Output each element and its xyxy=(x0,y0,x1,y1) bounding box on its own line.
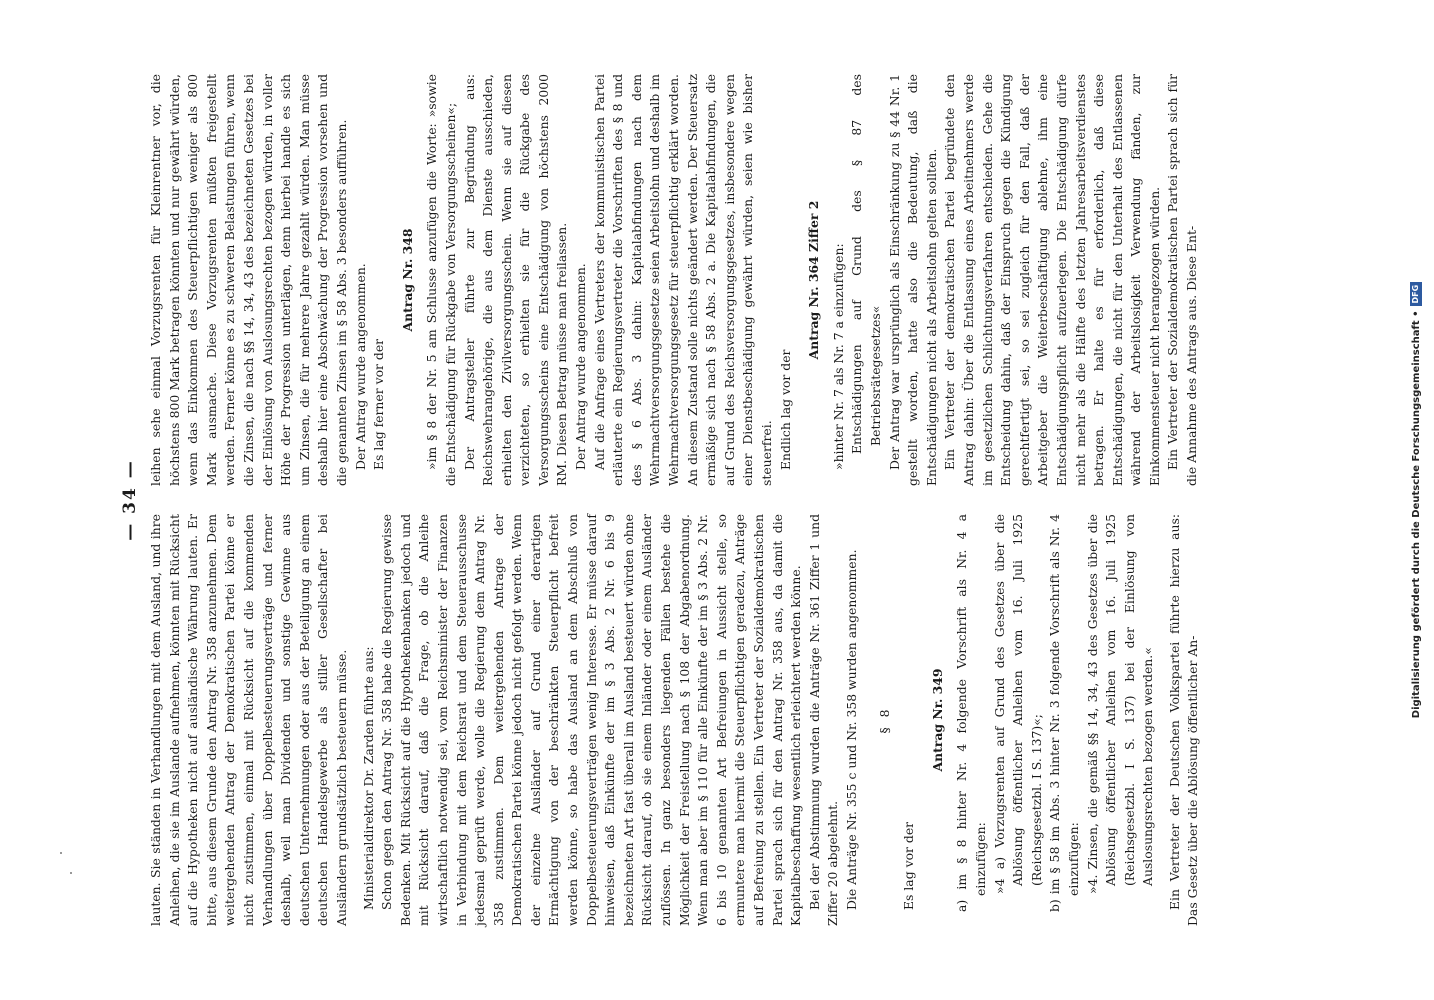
scan-speck xyxy=(60,852,62,854)
paragraph: Ein Vertreter der Sozialdemokratischen Partei sprach sich für die Annahme des Antrags aus. Diese Ent- xyxy=(1165,74,1200,486)
rotated-document-page xyxy=(95,50,1325,950)
paragraph: leihen sehe einmal Vorzugsrenten für Kleinrentner vor, die höchstens 800 Mark betragen könnten und nur gewährt würden, wenn das Einkommen des Steuerpflichtigen weniger als 800 Mark ausmache. Diese Vorzugsrenten müßten freigestellt werden. Ferner könne es zu schweren Belastungen führen, wenn die Zinsen, die nach §§ 14, 34, 43 des bezeichneten Gesetzes bei der Einlösung von Auslosungsrechten bezogen würden, in voller Höhe der Progression unterlägen, denn hierbei handle es sich um Zinsen, die für mehrere Jahre gezahlt würden. Man müsse deshalb hier eine Abschwächung der Progression vorsehen und die genannten Zinsen im § 58 Abs. 3 besonders aufführen. xyxy=(148,74,349,486)
dfg-credit-strip xyxy=(1404,8,1428,992)
quoted-provision: Entschädigungen auf Grund des § 87 des Betriebsrätegesetzes« xyxy=(849,74,883,454)
motion-heading: Antrag Nr. 348 xyxy=(399,228,415,332)
quoted-provision: »im § 8 der Nr. 5 am Schlusse anzufügen die Worte: »sowie die Entschädigung für Rückgabe von Versorgungsscheinen«; xyxy=(424,74,458,486)
list-item: b) im § 58 im Abs. 3 hinter Nr. 3 folgende Vorschrift als Nr. 4 einzufügen: xyxy=(1047,514,1081,912)
section-heading: § 8 xyxy=(876,706,892,734)
paragraph: Auf die Anfrage eines Vertreters der kommunistischen Partei erläuterte ein Regierungsvertreter die Vorschriften des § 8 und des § 6 Abs. 3 dahin: Kapitalabfindungen nach dem Wehrmachtversorgungsgesetze seien Arbeitslohn und deshalb im Wehrmachtversorgungsgesetz für steuerpflichtig erklärt worden. An diesem Zustand solle nichts geändert werden. Der Steuersatz ermäßige sich nach § 58 Abs. 2 a. Die Kapitalabfindungen, die auf Grund des Reichsversorgungsgesetzes, insbesondere wegen einer Dienstbeschädigung gewährt würden, seien wie bisher steuerfrei. xyxy=(591,74,774,486)
paragraph: lauten. Sie ständen in Verhandlungen mit dem Ausland, und ihre Anleihen, die sie im Auslande aufnehmen, könnten mit Rücksicht auf die Hypotheken nicht auf ausländische Währung lauten. Er bitte, aus diesem Grunde den Antrag Nr. 358 anzunehmen. Dem weitergehenden Antrag der Demokratischen Partei könne er nicht zustimmen, einmal mit Rücksicht auf die kommenden Verhandlungen über Doppelbesteuerungsverträge und ferner deshalb, weil man Dividenden und sonstige Gewinne aus deutschen Unternehmungen oder aus der Beteiligung an einem deutschen Handelsgewerbe als stiller Gesellschafter bei Ausländern grundsätzlich besteuern müsse. xyxy=(148,514,349,926)
page-number: — 34 — xyxy=(120,459,140,541)
motion-heading: Antrag Nr. 364 Ziffer 2 xyxy=(806,200,822,360)
dfg-logo: DFG xyxy=(1410,282,1422,307)
paragraph: Es lag ferner vor der xyxy=(371,338,387,470)
right-column xyxy=(147,74,1297,486)
paragraph: Der Antragsteller führte zur Begründung aus: Reichswehrangehörige, die aus dem Dienste ausschieden, erhielten den Zivilversorgungsschein. Wenn sie auf diesen verzichteten, so erhielten sie für die Rückgabe des Versorgungsscheins eine Entschädigung von höchstens 2000 RM. Diesen Betrag müsse man freilassen. xyxy=(461,74,570,486)
paragraph: Ein Vertreter der Deutschen Volkspartei führte hierzu aus: Das Gesetz über die Ablösung öffentlicher An- xyxy=(1166,514,1201,926)
quoted-provision: »4. Zinsen, die gemäß §§ 14, 34, 43 des Gesetzes über die Ablösung öffentlicher Anleihen vom 16. Juli 1925 (Reichsgesetzbl. I S. 137) bei der Einlösung von Auslosungsrechten bezogen werden.« xyxy=(1084,514,1156,894)
paragraph: Bei der Abstimmung wurden die Anträge Nr. 361 Ziffer 1 und Ziffer 20 abgelehnt. xyxy=(806,514,841,926)
left-column xyxy=(147,514,1297,926)
paragraph: Es lag vor der xyxy=(901,821,917,910)
paragraph: Ein Vertreter der demokratischen Partei begründete den Antrag dahin: Über die Entlassung eines Arbeitnehmers werde im gesetzlichen Schlichtungsverfahren entschieden. Gehe die Entscheidung dahin, daß der Einspruch gegen die Kündigung gerechtfertigt sei, so sei zugleich für den Fall, daß der Arbeitgeber die Weiterbeschäftigung ablehne, ihm eine Entschädigungspflicht aufzuerlegen. Die Entschädigung dürfe nicht mehr als die Hälfte des letzten Jahresarbeitsverdienstes betragen. Er halte es für erforderlich, daß diese Entschädigungen, die nicht für den Unterhalt des Entlassenen während der Arbeitslosigkeit Verwendung fänden, zur Einkommensteuer nicht herangezogen würden. xyxy=(942,74,1162,486)
paragraph: Der Antrag war ursprünglich als Einschränkung zu § 44 Nr. 1 gestellt worden, hatte also die Bedeutung, daß die Entschädigungen nicht als Arbeitslohn gelten sollten. xyxy=(886,74,939,486)
quoted-provision: »4 a) Vorzugsrenten auf Grund des Gesetzes über die Ablösung öffentlicher Anleihen vom 16. Juli 1925 (Reichsgesetzbl. I S. 137)«; xyxy=(991,514,1044,894)
motion-heading: Antrag Nr. 349 xyxy=(929,668,945,772)
paragraph: Die Anträge Nr. 355 c und Nr. 358 wurden angenommen. xyxy=(843,549,859,910)
text-columns xyxy=(147,74,1297,926)
quoted-provision: »hinter Nr. 7 als Nr. 7 a einzufügen: xyxy=(830,243,846,470)
paragraph: Der Antrag wurde angenommen. xyxy=(573,263,589,470)
paragraph: Der Antrag wurde angenommen. xyxy=(352,263,368,470)
speaker-line: Ministerialdirektor Dr. Zarden führte aus: xyxy=(360,646,376,910)
list-item: a) im § 8 hinter Nr. 4 folgende Vorschrift als Nr. 4 a einzufügen: xyxy=(954,514,988,912)
paragraph: Endlich lag vor der xyxy=(777,349,793,470)
scan-speck xyxy=(70,872,72,874)
dfg-credit-text: Digitalisierung gefördert durch die Deutsche Forschungsgemeinschaft • xyxy=(1410,310,1422,719)
paragraph: Schon gegen den Antrag Nr. 358 habe die Regierung gewisse Bedenken. Mit Rücksicht auf die Hypothekenbanken jedoch und mit Rücksicht darauf, daß die Frage, ob die Anleihe wirtschaftlich notwendig sei, vom Reichsminister der Finanzen in Verbindung mit dem Reichsrat und dem Steuerausschusse jedesmal geprüft werde, wolle die Regierung dem Antrag Nr. 358 zustimmen. Dem weitergehenden Antrage der Demokratischen Partei könne jedoch nicht gefolgt werden. Wenn der einzelne Ausländer auf Grund einer derartigen Ermächtigung von der beschränkten Steuerpflicht befreit werden könne, so habe das Ausland an dem Abschluß von Doppelbesteuerungsverträgen wenig Interesse. Er müsse darauf hinweisen, daß Einkünfte der im § 3 Abs. 2 Nr. 6 bis 9 bezeichneten Art fast überall im Ausland besteuert würden ohne Rücksicht darauf, ob sie einem Inländer oder einem Ausländer zuflössen. In ganz besonders liegenden Fällen bestehe die Möglichkeit der Freistellung nach § 108 der Abgabenordnung. Wenn man aber im § 110 für alle Einkünfte der im § 3 Abs. 2 Nr. 6 bis 10 genannten Art Befreiungen in Aussicht stelle, so ermuntere man hiermit die Steuerpflichtigen geradezu, Anträge auf Befreiung zu stellen. Ein Vertreter der Sozialdemokratischen Partei sprach sich für den Antrag Nr. 358 aus, da damit die Kapitalbeschaffung wesentlich erleichtert werden könne. xyxy=(379,514,804,926)
